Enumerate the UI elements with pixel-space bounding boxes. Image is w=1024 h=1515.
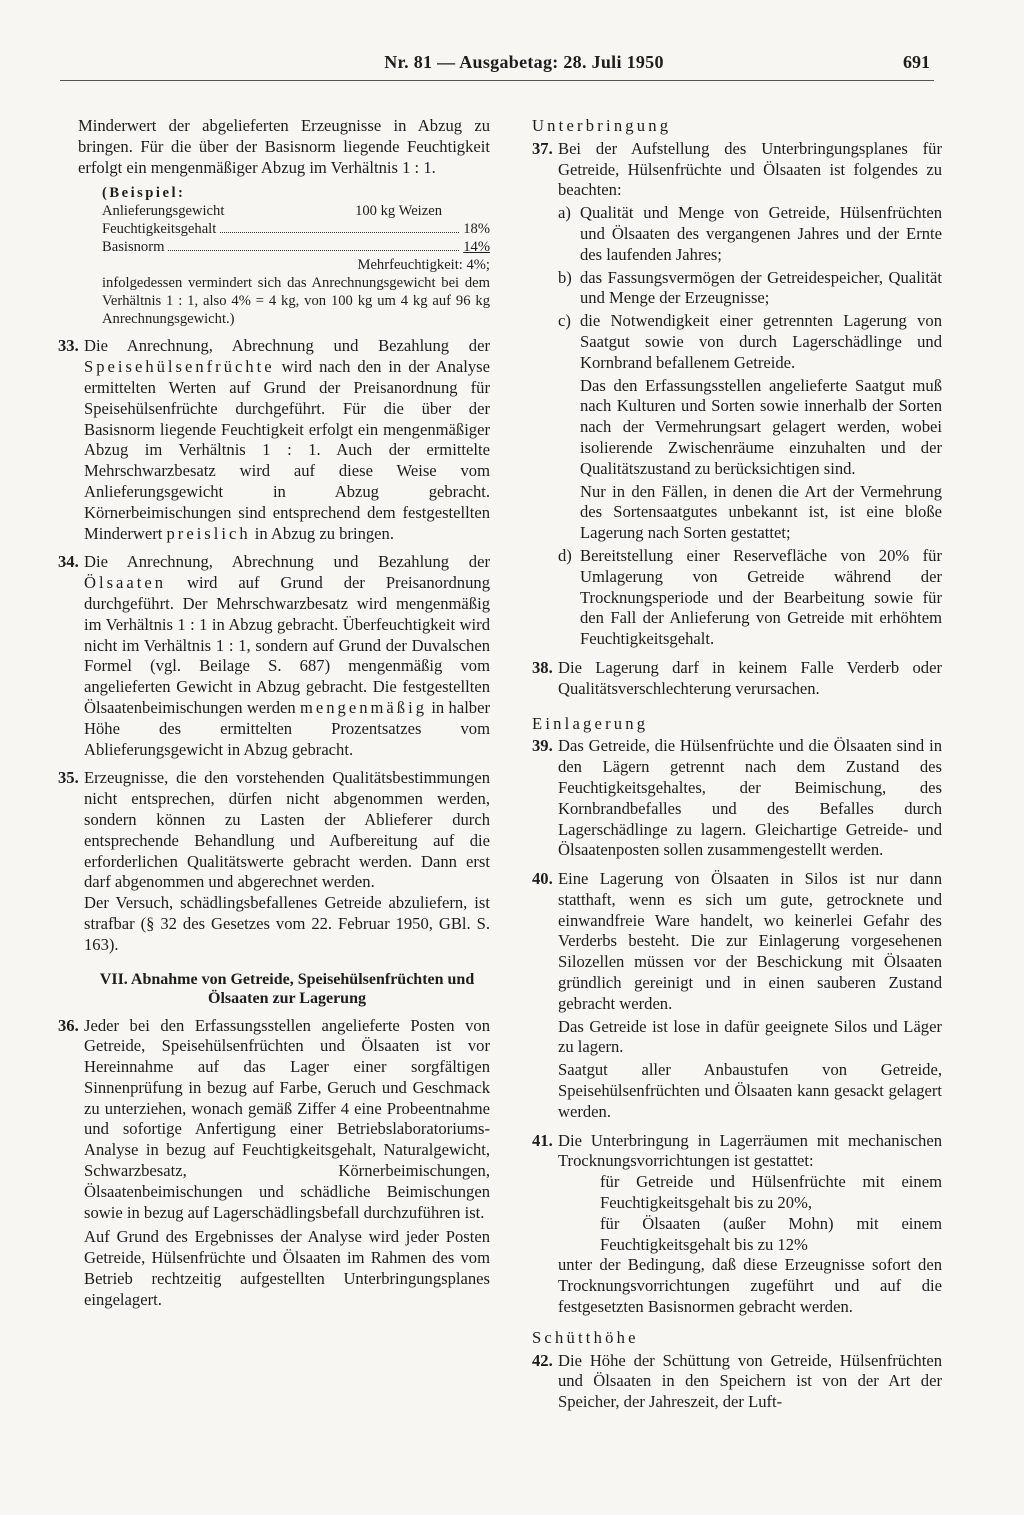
paragraph-37: 37. Bei der Aufstellung des Unterbringungsplanes für Getreide, Hülsenfrüchte und Ölsaaten ist folgendes zu beachten: a) Qualität und Menge von Getreide, Hülsenfrüchten und Ölsaaten des vergangenen Jahres und der Ernte des laufenden Jahres; b) das Fassungsvermögen der Getreidespeicher, Qualität und Menge der Erzeugnisse; c) die Notwendigkeit einer getrennten Lagerung von Saatgut sowie von durch Lagerschädlinge und Kornbrand befallenem Getreide. Das den Erfassungsstellen angelieferte Saatgut muß nach Kulturen und Sorten sowie innerhalb der Sorten nach der Vermehrungsart gelagert werden, wobei isolierende Zwischenräume einzuhalten und der Qualitätszustand zu berücksichtigen sind. Nur in den Fällen, in denen die Art der Vermehrung des Sortensaatgutes unbekannt ist, ist eine bloße Lagerung nach Sorten gestattet; d) Bereitstellung einer Reservefläche von 20% für Umlagerung von Getreide während der Trocknungsperiode und der Bearbeitung sowie für den Fall der Anlieferung von Getreide mit erhöhtem Feuchtigkeitsgehalt. [532,138,942,649]
paragraph-39: 39. Das Getreide, die Hülsenfrüchte und die Ölsaaten sind in den Lägern getrennt nach dem Zustand des Feuchtigkeitsgehaltes, der Beimischung, des Kornbrandbefalles und des Befalles durch Lagerschädlinge zu lagern. Gleichartige Getreide- und Ölsaatenposten sollen zusammengestellt werden. [532,736,942,860]
left-column [58,116,490,1311]
paragraph-35-continuation: Der Versuch, schädlingsbefallenes Getreide abzuliefern, ist strafbar (§ 32 des Gesetzes vom 22. Februar 1950, GBl. S. 163). [84,893,490,954]
page-number: 691 [903,52,930,72]
item-d: d) Bereitstellung einer Reservefläche von 20% für Umlagerung von Getreide während der Trocknungsperiode und der Bearbeitung sowie für den Fall der Anlieferung von Getreide mit erhöhtem Feuchtigkeitsgehalt. [558,545,942,649]
paragraph-34: 34. Die Anrechnung, Abrechnung und Bezahlung der Ölsaaten wird auf Grund der Preisanordnung durchgeführt. Der Mehrschwarzbesatz wird mengenmäßig im Verhältnis 1 : 1 in Abzug gebracht. Überfeuchtigkeit wird nicht im Verhältnis 1 : 1, sondern auf Grund der Duvalschen Formel (vgl. Beilage S. 687) mengenmäßig vom angelieferten Gewicht in Abzug gebracht. Die festgestellten Ölsaatenbeimischungen werden mengenmäßig in halber Höhe des ermittelten Prozentsatzes vom Ablieferungsgewicht in Abzug gebracht. [58,552,490,759]
paragraph-40-continuation: Saatgut aller Anbaustufen von Getreide, Speisehülsenfrüchten und Ölsaaten kann gesackt gelagert werden. [558,1060,942,1121]
paragraph-33: 33. Die Anrechnung, Abrechnung und Bezahlung der Speisehülsenfrüchte wird nach den in der Analyse ermittelten Werten auf Grund der Preisanordnung für Speisehülsenfrüchte durchgeführt. Für die über der Basisnorm liegende Feuchtigkeit erfolgt ein mengenmäßiger Abzug im Verhältnis 1 : 1. Auch der ermittelte Mehrschwarzbesatz wird auf diese Weise vom Anlieferungsgewicht in Abzug gebracht. Körnerbeimischungen sind entsprechend dem festgestellten Minderwert preislich in Abzug zu bringen. [58,336,490,543]
paragraph-42: 42. Die Höhe der Schüttung von Getreide, Hülsenfrüchten und Ölsaaten in den Speichern ist von der Art der Speicher, der Jahreszeit, der Luft- [532,1350,942,1412]
section-title-vii: VII. Abnahme von Getreide, Speisehülsenfrüchten und Ölsaaten zur Lagerung [99,970,475,1007]
example-note: infolgedessen vermindert sich das Anrechnungsgewicht bei dem Verhältnis 1 : 1, also 4% = 4 kg, von 100 kg um 4 kg auf 96 kg Anrechnungsgewicht.) [102,275,490,328]
paragraph-36: 36. Jeder bei den Erfassungsstellen angelieferte Posten von Getreide, Speisehülsenfrüchten und Ölsaaten ist vor Hereinnahme auf das Lager einer sorgfältigen Sinnenprüfung in bezug auf Farbe, Geruch und Geschmack zu unterziehen, wonach gemäß Ziffer 4 eine Probeentnahme und sofortige Anfertigung einer Betriebslaboratoriums-Analyse in bezug auf Feuchtigkeitsgehalt, Naturalgewicht, Schwarzbesatz, Körnerbeimischungen, Ölsaatenbeimischungen und schädliche Beimischungen sowie in bezug auf Lagerschädlingsbefall durchzuführen ist. Auf Grund des Ergebnisses der Analyse wird jeder Posten Getreide, Hülsenfrüchte und Ölsaaten im Rahmen des vom Betrieb rechtzeitig aufgestellten Unterbringungsplanes eingelagert. [58,1015,490,1309]
paragraph-36-continuation: Auf Grund des Ergebnisses der Analyse wird jeder Posten Getreide, Hülsenfrüchte und Ölsaaten im Rahmen des vom Betrieb rechtzeitig aufgestellten Unterbringungsplanes eingelagert. [84,1227,490,1309]
right-column [532,116,942,1413]
paragraph-41-end: unter der Bedingung, daß diese Erzeugnisse sofort den Trocknungsvorrichtungen zugeführt und auf die festgesetzten Basisnormen gebracht werden. [558,1255,942,1317]
item-a: a) Qualität und Menge von Getreide, Hülsenfrüchten und Ölsaaten des vergangenen Jahres und der Ernte des laufenden Jahres; [558,203,942,264]
dot-leader [220,220,459,233]
example-row: Basisnorm 14% [102,239,490,256]
paragraph-41: 41. Die Unterbringung in Lagerräumen mit mechanischen Trocknungsvorrichtungen ist gestattet: für Getreide und Hülsenfrüchte mit einem Feuchtigkeitsgehalt bis zu 20%, für Ölsaaten (außer Mohn) mit einem Feuchtigkeitsgehalt bis zu 12% unter der Bedingung, daß diese Erzeugnisse sofort den Trocknungsvorrichtungen zugeführt und auf die festgesetzten Basisnormen gebracht werden. [532,1130,942,1317]
intro-paragraph: Minderwert der abgelieferten Erzeugnisse in Abzug zu bringen. Für die über der Basisnorm liegende Feuchtigkeit erfolgt ein mengenmäßiger Abzug im Verhältnis 1 : 1. [78,116,490,177]
paragraph-38: 38. Die Lagerung darf in keinem Falle Verderb oder Qualitätsverschlechterung verursachen. [532,657,942,698]
subheading-schutthoehe: Schütthöhe [532,1327,639,1347]
example-row: Mehrfeuchtigkeit: 4%; [357,257,490,274]
item-c-paragraph: Das den Erfassungsstellen angelieferte Saatgut muß nach Kulturen und Sorten sowie innerhalb der Sorten nach der Vermehrungsart gelagert werden, wobei isolierende Zwischenräume einzuhalten und der Qualitätszustand zu berücksichtigen sind. [580,375,942,478]
example-box [58,184,490,328]
example-title: (Beispiel: [102,185,186,202]
page-header [60,52,934,82]
paragraph-41-item: für Ölsaaten (außer Mohn) mit einem Feuchtigkeitsgehalt bis zu 12% [600,1213,942,1254]
example-row: Feuchtigkeitsgehalt 18% [102,221,490,238]
subheading-einlagerung: Einlagerung [532,713,649,733]
subheading-unterbringung: Unterbringung [532,116,672,135]
paragraph-40-continuation: Das Getreide ist lose in dafür geeignete Silos und Läger zu lagern. [558,1016,942,1057]
dot-leader [168,238,459,251]
paragraph-35: 35. Erzeugnisse, die den vorstehenden Qualitätsbestimmungen nicht entsprechen, dürfen nicht abgenommen werden, sondern können zu Lasten der Ablieferer durch entsprechende Behandlung und Aufbereitung auf die erforderlichen Qualitätswerte gebracht werden. Dann erst darf abgenommen und abgerechnet werden. Der Versuch, schädlingsbefallenes Getreide abzuliefern, ist strafbar (§ 32 des Gesetzes vom 22. Februar 1950, GBl. S. 163). [58,768,490,954]
paragraph-40: 40. Eine Lagerung von Ölsaaten in Silos ist nur dann statthaft, wenn es sich um gute, getrocknete und einwandfreie Ware handelt, wo keinerlei Gefahr des Verderbs besteht. Die zur Einlagerung vorgesehenen Silozellen müssen vor der Beschickung mit Ölsaaten gründlich gereinigt und in einen sauberen Zustand gebracht werden. Das Getreide ist lose in dafür geeignete Silos und Läger zu lagern. Saatgut aller Anbaustufen von Getreide, Speisehülsenfrüchten und Ölsaaten kann gesackt gelagert werden. [532,869,942,1121]
issue-line: Nr. 81 — Ausgabetag: 28. Juli 1950 [384,52,664,72]
header-rule [60,80,934,81]
item-b: b) das Fassungsvermögen der Getreidespeicher, Qualität und Menge der Erzeugnisse; [558,267,942,308]
item-c: c) die Notwendigkeit einer getrennten Lagerung von Saatgut sowie von durch Lagerschädlinge und Kornbrand befallenem Getreide. Das den Erfassungsstellen angelieferte Saatgut muß nach Kulturen und Sorten sowie innerhalb der Sorten nach der Vermehrungsart gelagert werden, wobei isolierende Zwischenräume einzuhalten und der Qualitätszustand zu berücksichtigen sind. Nur in den Fällen, in denen die Art der Vermehrung des Sortensaatgutes unbekannt ist, ist eine bloße Lagerung nach Sorten gestattet; [558,311,942,543]
item-c-paragraph: Nur in den Fällen, in denen die Art der Vermehrung des Sortensaatgutes unbekannt ist, ist eine bloße Lagerung nach Sorten gestattet; [580,481,942,543]
example-row: Anlieferungsgewicht 100 kg Weizen [102,203,442,220]
paragraph-41-item: für Getreide und Hülsenfrüchte mit einem Feuchtigkeitsgehalt bis zu 20%, [600,1172,942,1213]
